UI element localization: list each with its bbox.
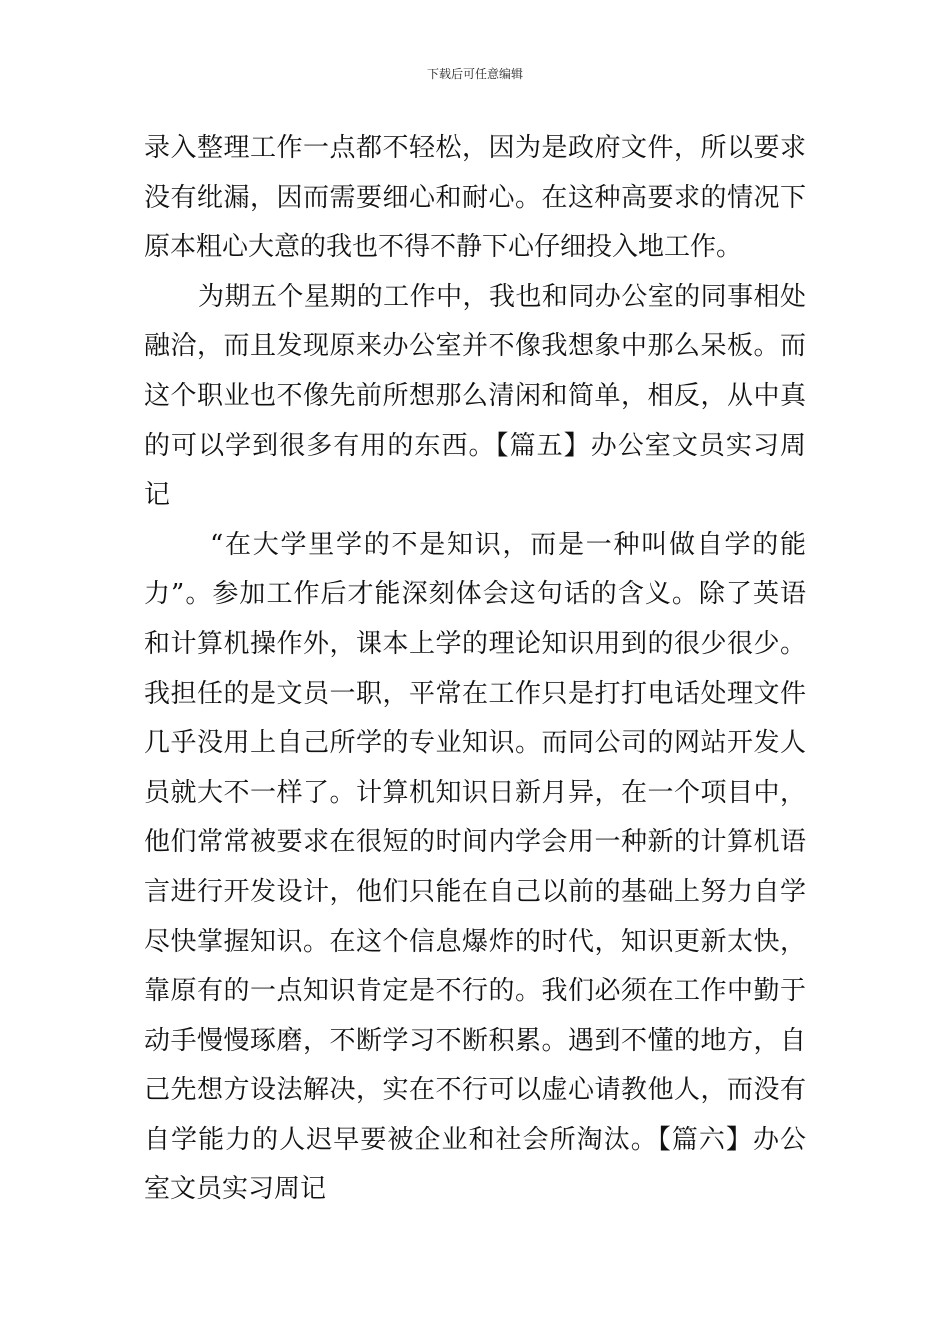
text-line: 录入整理工作一点都不轻松，因为是政府文件，所以要求: [144, 133, 806, 163]
text-line: 尽快掌握知识。在这个信息爆炸的时代，知识更新太快，: [144, 926, 806, 957]
text-line: 言进行开发设计，他们只能在自己以前的基础上努力自学: [144, 876, 806, 907]
text-line: 的可以学到很多有用的东西。【篇五】办公室文员实习周: [144, 430, 806, 461]
body-text: [144, 124, 806, 1215]
text-line: 记: [144, 480, 171, 511]
text-line: 己先想方设法解决，实在不行可以虚心请教他人，而没有: [144, 1075, 806, 1106]
text-line: 融洽，而且发现原来办公室并不像我想象中那么呆板。而: [144, 331, 806, 362]
text-line: 他们常常被要求在很短的时间内学会用一种新的计算机语: [144, 827, 806, 858]
text-line: 没有纰漏，因而需要细心和耐心。在这种高要求的情况下: [144, 182, 806, 213]
text-line: 为期五个星期的工作中，我也和同办公室的同事相处: [198, 281, 806, 312]
text-line: 几乎没用上自己所学的专业知识。而同公司的网站开发人: [144, 728, 806, 759]
text-line: 室文员实习周记: [144, 1174, 327, 1205]
text-line: 我担任的是文员一职，平常在工作只是打打电话处理文件: [144, 678, 806, 709]
page-header: 下载后可任意编辑: [426, 67, 523, 81]
text-line: 靠原有的一点知识肯定是不行的。我们必须在工作中勤于: [144, 976, 806, 1007]
text-line: 这个职业也不像先前所想那么清闲和简单，相反，从中真: [144, 380, 806, 411]
text-line: 自学能力的人迟早要被企业和社会所淘汰。【篇六】办公: [144, 1124, 806, 1155]
text-line: 和计算机操作外，课本上学的理论知识用到的很少很少。: [144, 628, 806, 659]
text-line: “在大学里学的不是知识，而是一种叫做自学的能: [210, 529, 806, 560]
text-line: 动手慢慢琢磨，不断学习不断积累。遇到不懂的地方，自: [144, 1025, 806, 1056]
text-line: 原本粗心大意的我也不得不静下心仔细投入地工作。: [144, 232, 743, 263]
text-line: 力”。参加工作后才能深刻体会这句话的含义。除了英语: [144, 579, 806, 610]
text-line: 员就大不一样了。计算机知识日新月异，在一个项目中，: [144, 777, 806, 808]
